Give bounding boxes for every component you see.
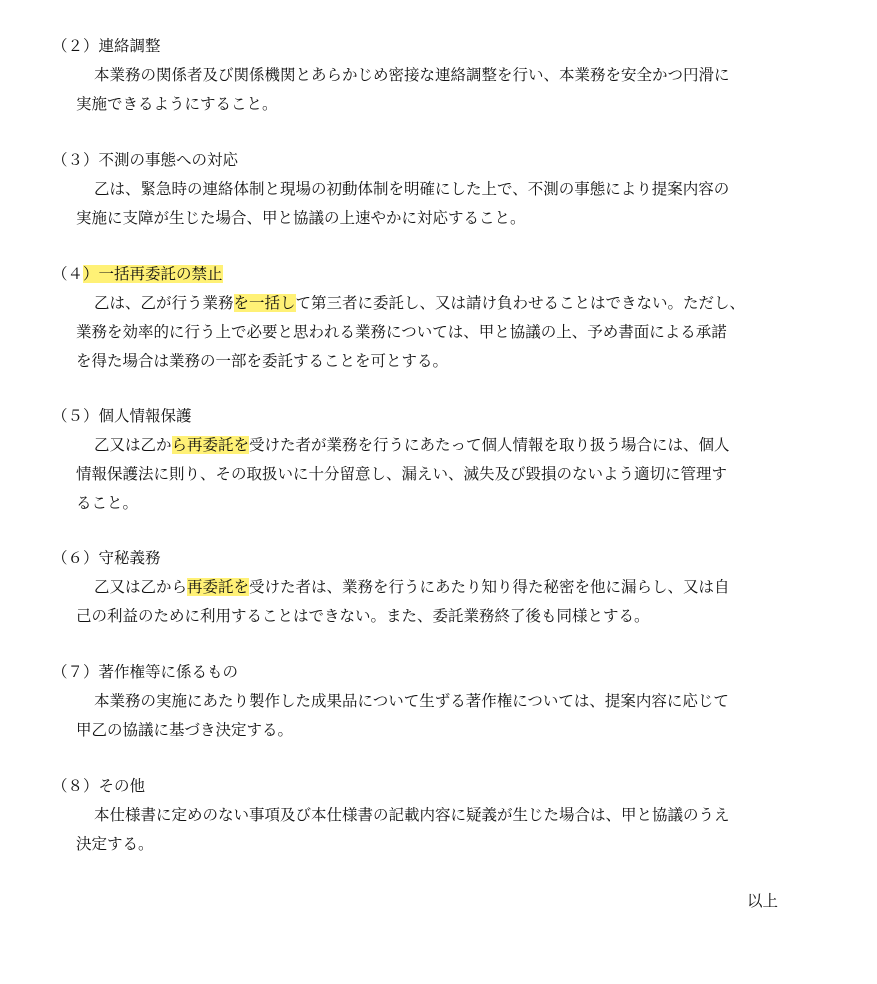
section-heading-7: （７）著作権等に係るもの <box>52 663 239 681</box>
section-6-line-1 <box>94 576 730 598</box>
section-2-line-2: 実施できるようにすること。 <box>76 95 278 113</box>
section-heading-5: （５）個人情報保護 <box>52 407 192 425</box>
section-6-line-1-b: 受けた者は、業務を行うにあたり知り得た秘密を他に漏らし、又は自 <box>249 578 730 596</box>
section-8-line-2: 決定する。 <box>76 835 154 853</box>
section-2-line-1: 本業務の関係者及び関係機関とあらかじめ密接な連絡調整を行い、本業務を安全かつ円滑に <box>94 66 730 84</box>
section-7-line-2: 甲乙の協議に基づき決定する。 <box>76 721 294 739</box>
section-5-line-1-b: 受けた者が業務を行うにあたって個人情報を取り扱う場合には、個人 <box>249 436 730 454</box>
section-4-line-2: 業務を効率的に行う上で必要と思われる業務については、甲と協議の上、予め書面による承諾 <box>76 323 727 341</box>
section-4-heading-prefix: （４ <box>52 265 84 283</box>
closing-text: 以上 <box>746 892 778 910</box>
section-6-line-1-highlight: 再委託を <box>187 578 250 596</box>
section-4-line-1 <box>94 292 745 314</box>
section-5-line-1 <box>94 434 730 456</box>
section-heading-6: （６）守秘義務 <box>52 549 161 567</box>
section-5-line-1-highlight: ら再委託を <box>171 436 250 454</box>
section-7-line-1: 本業務の実施にあたり製作した成果品について生ずる著作権については、提案内容に応じて <box>94 692 729 710</box>
section-4-line-1-b: て第三者に委託し、又は請け負わせることはできない。ただし、 <box>295 294 746 312</box>
section-3-line-2: 実施に支障が生じた場合、甲と協議の上速やかに対応すること。 <box>76 209 526 227</box>
section-heading-4 <box>52 263 223 285</box>
section-6-line-2: 己の利益のために利用することはできない。また、委託業務終了後も同様とする。 <box>76 607 650 625</box>
section-5-line-2: 情報保護法に則り、その取扱いに十分留意し、漏えい、滅失及び毀損のないよう適切に管理す <box>76 465 728 483</box>
section-heading-8: （８）その他 <box>52 777 146 795</box>
section-5-line-3: ること。 <box>76 494 139 512</box>
section-3-line-1: 乙は、緊急時の連絡体制と現場の初動体制を明確にした上で、不測の事態により提案内容の <box>94 180 730 198</box>
section-heading-3: （３）不測の事態への対応 <box>52 151 239 169</box>
section-4-line-1-highlight: を一括し <box>233 294 296 312</box>
section-5-line-1-a: 乙又は乙か <box>94 436 172 454</box>
section-6-line-1-a: 乙又は乙から <box>94 578 188 596</box>
section-4-line-3: を得た場合は業務の一部を委託することを可とする。 <box>76 352 449 370</box>
section-8-line-1: 本仕様書に定めのない事項及び本仕様書の記載内容に疑義が生じた場合は、甲と協議のうえ <box>94 806 730 824</box>
section-4-line-1-a: 乙は、乙が行う業務 <box>94 294 234 312</box>
section-heading-2: （２）連絡調整 <box>52 37 161 55</box>
section-4-heading-highlight: ）一括再委託の禁止 <box>83 265 223 283</box>
